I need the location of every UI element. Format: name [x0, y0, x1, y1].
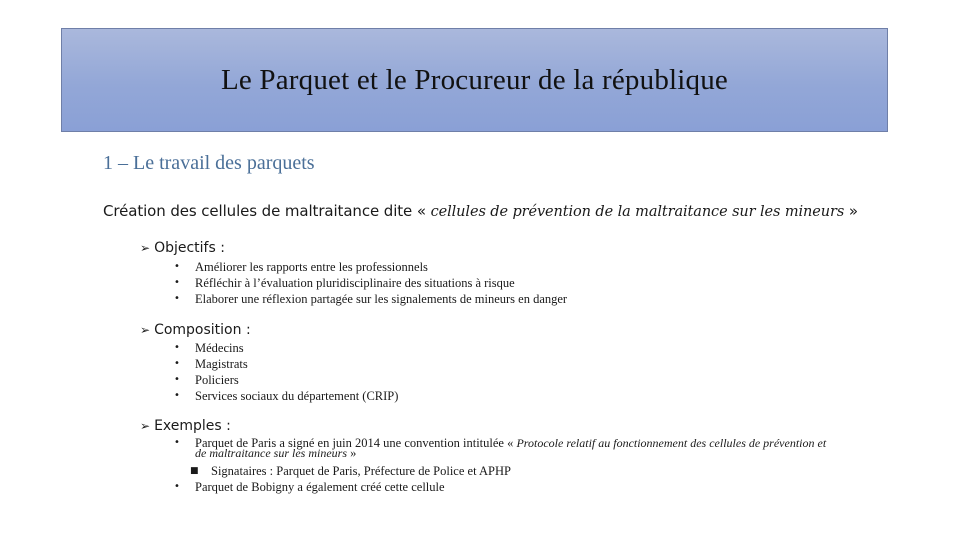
composition-label: Composition :: [154, 322, 251, 338]
list-item: • Améliorer les rapports entre les professionnels: [174, 260, 428, 274]
bullet-icon: •: [174, 358, 180, 369]
bullet-icon: •: [174, 293, 180, 304]
list-item: • Réfléchir à l’évaluation pluridisciplinaire des situations à risque: [174, 276, 515, 290]
bullet-icon: •: [174, 481, 180, 492]
bullet-icon: •: [174, 374, 180, 385]
intro-text: [103, 202, 933, 220]
list-item: • Services sociaux du département (CRIP): [174, 389, 399, 403]
sub-list-item: ■ Signataires : Parquet de Paris, Préfecture de Police et APHP: [190, 464, 511, 478]
list-item: • Parquet de Bobigny a également créé cette cellule: [174, 480, 445, 494]
intro-italic: cellules de prévention de la maltraitance sur les mineurs: [430, 204, 845, 220]
bullet-icon: •: [174, 437, 180, 448]
bullet-icon: •: [174, 390, 180, 401]
bullet-icon: •: [174, 261, 180, 272]
bullet-icon: •: [174, 277, 180, 288]
square-bullet-icon: ■: [190, 466, 199, 476]
bullet-icon: •: [174, 342, 180, 353]
section-title: 1 – Le travail des parquets: [103, 152, 315, 174]
list-item: • Médecins: [174, 341, 244, 355]
arrow-bullet-icon: ➢: [140, 419, 151, 433]
exemples-label: Exemples :: [154, 418, 231, 434]
exemples-list: [174, 437, 835, 495]
objectifs-heading: [140, 240, 225, 256]
objectifs-list: [174, 259, 567, 307]
intro-prefix: Création des cellules de maltraitance dite «: [103, 202, 431, 220]
arrow-bullet-icon: ➢: [140, 241, 151, 255]
arrow-bullet-icon: ➢: [140, 323, 151, 337]
title-banner: [61, 28, 888, 132]
list-item: • Parquet de Paris a signé en juin 2014 une convention intitulée « Protocole relatif au fonctionnement des cellules de prévention et de maltraitance sur les mineurs »: [174, 436, 827, 460]
list-item: • Elaborer une réflexion partagée sur les signalements de mineurs en danger: [174, 292, 568, 306]
exemples-heading: [140, 418, 231, 434]
objectifs-label: Objectifs :: [154, 240, 225, 256]
slide-title: Le Parquet et le Procureur de la république: [220, 63, 729, 96]
intro-suffix: »: [844, 202, 858, 220]
list-item: • Magistrats: [174, 357, 248, 371]
composition-list: [174, 340, 398, 404]
composition-heading: [140, 322, 251, 338]
list-item: • Policiers: [174, 373, 239, 387]
